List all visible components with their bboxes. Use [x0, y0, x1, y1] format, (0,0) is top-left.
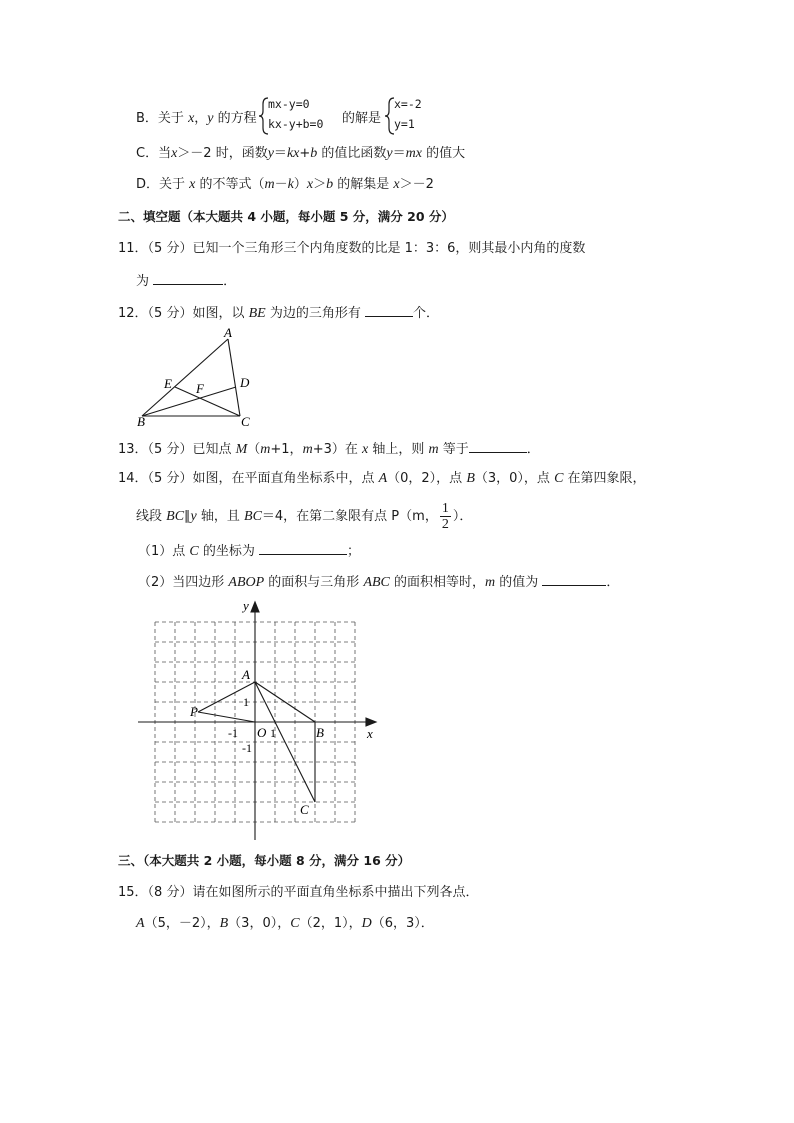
- solution-label: 的解是: [342, 111, 382, 126]
- question-14-line-1: 14．（5 分）如图，在平面直角坐标系中，点 A（0，2），点 B（3，0），点 C 在第四象限，: [118, 471, 646, 486]
- label-b: B: [137, 414, 145, 429]
- section-3-title: 三、（本大题共 2 小题，每小题 8 分，满分 16 分）: [118, 853, 411, 868]
- section-2-title: 二、填空题（本大题共 4 小题，每小题 5 分，满分 20 分）: [118, 209, 454, 224]
- answer-blank-13[interactable]: [469, 438, 527, 453]
- option-c: C．当x＞－2 时，函数y＝kx+b 的值比函数y＝mx 的值大: [136, 146, 466, 161]
- question-15-line-1: 15．（8 分）请在如图所示的平面直角坐标系中描出下列各点．: [118, 885, 479, 900]
- label-d: D: [240, 375, 250, 390]
- question-14-line-2: 线段 BC∥y 轴，且 BC＝4，在第二象限有点 P（m， $\frac{1}{2}$ ）．: [136, 501, 473, 532]
- option-d: D．关于 x 的不等式（m－k）x＞b 的解集是 x＞－2: [136, 177, 434, 192]
- equation-system: [258, 96, 342, 136]
- point-p-label: P: [190, 704, 198, 719]
- tick-x-1: 1: [270, 726, 276, 740]
- triangle-figure: [130, 325, 270, 430]
- point-a-label: A: [242, 667, 250, 682]
- question-11-line-1: 11．（5 分）已知一个三角形三个内角度数的比是 1：3：6，则其最小内角的度数: [118, 241, 586, 256]
- question-14-sub-1: （1）点 C 的坐标为 ；: [138, 540, 360, 561]
- y-axis-label: y: [243, 598, 249, 613]
- x-axis-label: x: [367, 726, 373, 741]
- coordinate-graph: [130, 592, 390, 847]
- fraction-one-half: $\frac{1}{2}$: [441, 501, 449, 532]
- point-b-label: B: [316, 725, 324, 740]
- label-e: E: [164, 376, 172, 391]
- label-a: A: [224, 325, 232, 340]
- solution-system: [384, 96, 434, 136]
- tick-x-neg1: -1: [228, 726, 238, 740]
- origin-label: O: [257, 725, 267, 740]
- point-c-label: C: [300, 802, 309, 817]
- question-13: 13．（5 分）已知点 M（m+1，m+3）在 x 轴上，则 m 等于 ．: [118, 438, 540, 459]
- label-f: F: [196, 381, 204, 396]
- question-15-points: A（5，－2），B（3，0），C（2，1），D（6，3）．: [136, 916, 434, 931]
- label-c: C: [241, 414, 250, 429]
- question-12: 12．（5 分）如图，以 BE 为边的三角形有 个．: [118, 302, 439, 323]
- answer-blank-11[interactable]: [153, 270, 223, 285]
- solution-1: x=-2: [394, 97, 422, 111]
- tick-y-1: 1: [243, 695, 249, 709]
- question-14-sub-2: （2）当四边形 ABOP 的面积与三角形 ABC 的面积相等时，m 的值为 ．: [138, 571, 619, 592]
- solution-2: y=1: [394, 117, 415, 131]
- option-b: B．关于 x，y 的方程: [136, 111, 257, 126]
- tick-y-neg1: -1: [242, 741, 252, 755]
- question-11-line-2: 为 ．: [136, 270, 236, 291]
- axes: [138, 602, 376, 840]
- equation-2: kx-y+b=0: [268, 117, 324, 131]
- answer-blank-12[interactable]: [365, 302, 413, 317]
- equation-1: mx-y=0: [268, 97, 310, 111]
- answer-blank-14-2[interactable]: [542, 571, 606, 586]
- answer-blank-14-1[interactable]: [259, 540, 347, 555]
